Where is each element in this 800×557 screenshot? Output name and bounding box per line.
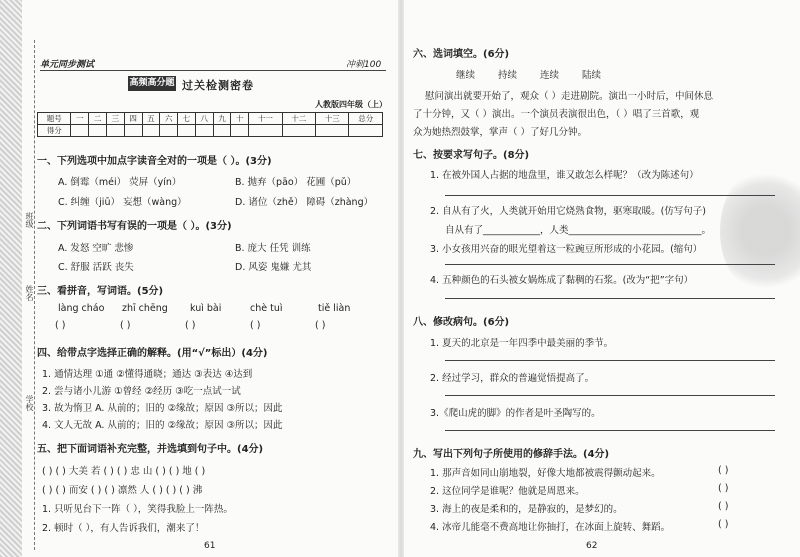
score-cell[interactable]: [89, 125, 107, 137]
score-header-cell: 十三: [316, 113, 349, 125]
q1-option-b: B. 抛弃（pāo） 花圃（pǔ）: [235, 177, 357, 188]
score-cell[interactable]: [142, 125, 160, 137]
q3-pinyin-5: tiě liàn: [318, 303, 351, 314]
score-cell[interactable]: [106, 125, 124, 137]
q7-answer-line-1[interactable]: [445, 195, 775, 196]
q5-sentence-2[interactable]: 2. 顿时（ ），有人告诉我们，潮来了！: [42, 523, 205, 534]
score-header-cell: 十: [231, 113, 249, 125]
score-header-cell: 六: [160, 113, 178, 125]
score-header-cell: 五: [142, 113, 160, 125]
q7-answer-line-3[interactable]: [445, 264, 775, 265]
score-cell[interactable]: [349, 125, 383, 137]
q3-pinyin-3: kuì bài: [190, 303, 222, 314]
q8-title: 八、修改病句。(6分): [413, 317, 510, 328]
score-header-cell: 三: [106, 113, 124, 125]
q3-blank-1[interactable]: ( ): [55, 320, 66, 331]
score-cell[interactable]: [178, 125, 196, 137]
score-header-cell: 七: [178, 113, 196, 125]
q6-passage-3[interactable]: 众为她热烈鼓掌，掌声（ ）了好几分钟。: [413, 127, 588, 138]
side-label-school: 学校: [25, 395, 34, 411]
q7-answer-line-4[interactable]: [445, 298, 775, 299]
q4-row-4: 4. 文人无故 A. 从前的；旧的 ②缘故；原因 ③所以；因此: [42, 420, 283, 431]
side-label-class: 班级: [25, 212, 34, 228]
q6-passage-1[interactable]: 慰问演出就要开始了，观众（ ）走进剧院。演出一小时后，中间休息: [425, 91, 714, 102]
score-row-label: 得分: [38, 125, 71, 137]
q6-word-2: 持续: [498, 70, 518, 81]
q4-row-3: 3. 故为惰卫 A. 从前的；旧的 ②缘故；原因 ③所以；因此: [42, 403, 283, 414]
score-header-cell: 一: [71, 113, 89, 125]
q1-option-d: D. 诸位（zhě） 障碍（zhàng）: [235, 197, 374, 208]
q4-row-2: 2. 尝与诸小儿游 ①曾经 ②经历 ③吃一点试一试: [42, 386, 241, 397]
q3-pinyin-4: chè tuì: [250, 303, 283, 314]
q6-word-4: 陆续: [582, 70, 602, 81]
header-tag: 单元同步测试: [40, 60, 95, 70]
q4-title: 四、给带点字选择正确的解释。(用“√”标出）(4分): [37, 348, 268, 359]
q9-answer-2[interactable]: ( ): [718, 483, 729, 494]
page-number-left: 61: [204, 541, 216, 551]
q8-sentence-1: 1. 夏天的北京是一年四季中最美丽的季节。: [430, 338, 614, 349]
title-badge: 高频高分题: [128, 76, 176, 91]
q3-blank-3[interactable]: ( ): [185, 320, 196, 331]
q2-option-b: B. 庞大 任凭 训练: [235, 243, 311, 254]
score-table: [37, 112, 383, 137]
q9-answer-3[interactable]: ( ): [718, 501, 729, 512]
q7-sentence-1: 1. 在被外国人占据的地盘里，谁又敢怎么样呢？（改为陈述句）: [430, 170, 699, 181]
q2-option-c: C. 舒服 活跃 丧失: [58, 262, 134, 273]
header-rule: [40, 70, 386, 71]
q8-answer-line-2[interactable]: [445, 395, 775, 396]
q1-option-c: C. 纠缠（jiū） 妄想（wàng）: [58, 197, 187, 208]
q3-pinyin-1: làng cháo: [58, 303, 105, 314]
score-cell[interactable]: [71, 125, 89, 137]
q8-answer-line-3[interactable]: [445, 430, 775, 431]
q5-words-row-2[interactable]: ( ) ( ) 而安 ( ) ( ) 凛然 人 ( ) ( ) ( ) 沸: [42, 485, 203, 496]
binding-strip: [0, 0, 22, 557]
score-header-cell: 九: [213, 113, 231, 125]
q3-blank-2[interactable]: ( ): [120, 320, 131, 331]
q9-sentence-4: 4. 冰帝儿能毫不费高地让你抽打，在冰面上旋转、舞蹈。: [430, 522, 671, 533]
q6-passage-2[interactable]: 了十分钟，又（ ）演出。一个演员表演很出色，（ ）唱了三首歌，观: [413, 109, 700, 120]
q8-sentence-2: 2. 经过学习，群众的普遍觉悟提高了。: [430, 373, 595, 384]
score-cell[interactable]: [213, 125, 231, 137]
score-header-row: [38, 113, 383, 125]
q8-sentence-3: 3.《爬山虎的脚》的作者是叶圣陶写的。: [430, 408, 601, 419]
q2-option-d: D. 风姿 鬼嫌 尤其: [235, 262, 312, 273]
q5-sentence-1[interactable]: 1. 只听见台下一阵（ ），笑得我脸上一阵热。: [42, 504, 233, 515]
score-cell[interactable]: [124, 125, 142, 137]
score-header-cell: 四: [124, 113, 142, 125]
score-value-row: [38, 125, 383, 137]
q1-option-a: A. 倒霉（méi） 荧屏（yín）: [58, 177, 182, 188]
q5-words-row-1[interactable]: ( ) ( ) 大美 若 ( ) ( ) 忠 山 ( ) ( ) 地 ( ): [42, 466, 206, 477]
score-cell[interactable]: [282, 125, 315, 137]
brand-label: 冲刺100: [346, 60, 382, 70]
q9-answer-1[interactable]: ( ): [718, 465, 729, 476]
q9-sentence-1: 1. 那声音如同山崩地裂，好像大地都被震得颤动起来。: [430, 468, 661, 479]
q9-answer-4[interactable]: ( ): [718, 519, 729, 530]
q5-title: 五、把下面词语补充完整，并选填到句子中。(4分): [37, 444, 264, 455]
q3-pinyin-2: zhī chēng: [122, 303, 168, 314]
q7-sentence-2: 2. 自从有了火，人类就开始用它烧熟食物，驱寒取暖。(仿写句子): [430, 206, 706, 217]
q2-option-a: A. 发怒 空旷 悲惨: [58, 243, 134, 254]
q7-sentence-3: 3. 小女孩用兴奋的眼光望着这一粒豌豆所形成的小花园。(缩句）: [430, 244, 703, 255]
score-cell[interactable]: [249, 125, 282, 137]
q7-sentence-2-template[interactable]: 自从有了____________，人类____________________________。: [445, 225, 712, 236]
q3-title: 三、看拼音，写词语。(5分): [37, 286, 164, 297]
q3-blank-4[interactable]: ( ): [250, 320, 261, 331]
seal-stamp: [720, 166, 800, 296]
score-header-cell: 十二: [282, 113, 315, 125]
score-cell[interactable]: [195, 125, 213, 137]
score-header-cell: 二: [89, 113, 107, 125]
score-header-cell: 总分: [349, 113, 383, 125]
grade-label: 人教版四年级（上）: [315, 100, 387, 109]
q2-title: 二、下列词语书写有误的一项是（ ）。(3分): [37, 221, 232, 232]
q9-sentence-3: 3. 海上的夜是柔和的，是静寂的，是梦幻的。: [430, 504, 623, 515]
q6-title: 六、选词填空。(6分): [413, 49, 510, 60]
q9-sentence-2: 2. 这位同学是谁呢？他就是周恩来。: [430, 486, 585, 497]
score-header-cell: 题号: [38, 113, 71, 125]
side-label-name: 姓名: [25, 285, 34, 301]
q6-word-1: 继续: [456, 70, 476, 81]
score-cell[interactable]: [160, 125, 178, 137]
score-cell[interactable]: [231, 125, 249, 137]
page-title: 过关检测密卷: [182, 79, 254, 92]
q3-blank-5[interactable]: ( ): [315, 320, 326, 331]
q7-title: 七、按要求写句子。(8分): [413, 150, 530, 161]
q4-row-1: 1. 通情达理 ①通 ②懂得通晓；通达 ③表达 ④达到: [42, 369, 253, 380]
q7-sentence-4: 4. 五种颜色的石头被女娲炼成了黏稠的石浆。(改为“把”字句）: [430, 275, 694, 286]
page-number-right: 62: [586, 541, 598, 551]
q9-title: 九、写出下列句子所使用的修辞手法。(4分): [413, 449, 610, 460]
score-header-cell: 八: [195, 113, 213, 125]
q8-answer-line-1[interactable]: [445, 360, 775, 361]
q6-word-3: 连续: [540, 70, 560, 81]
page-fold: [398, 0, 404, 557]
score-cell[interactable]: [316, 125, 349, 137]
q1-title: 一、下列选项中加点字读音全对的一项是（ ）。(3分): [37, 156, 272, 167]
score-header-cell: 十一: [249, 113, 282, 125]
